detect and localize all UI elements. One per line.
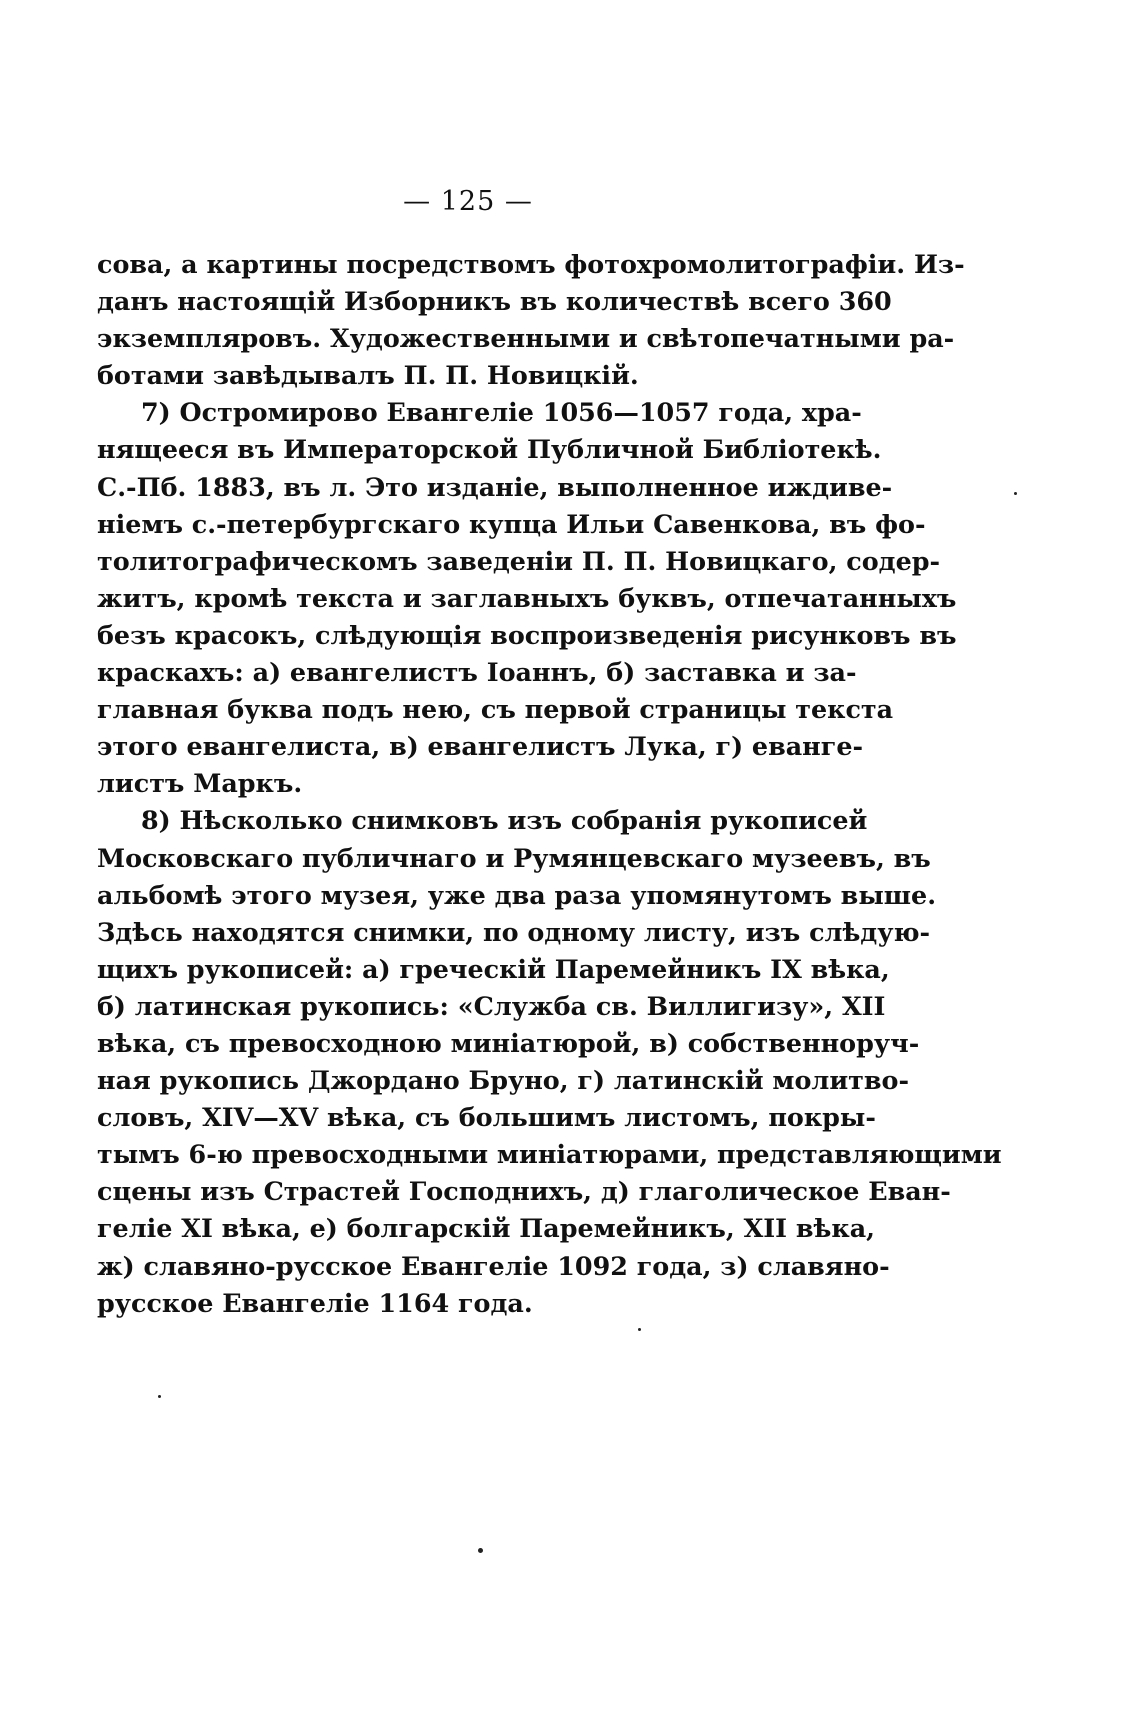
text-line: житъ, кромѣ текста и заглавныхъ буквъ, отпечатанныхъ xyxy=(97,582,957,613)
text-line: С.-Пб. 1883, въ л. Это изданіе, выполненное иждиве- xyxy=(97,471,893,502)
text-line: сцены изъ Страстей Господнихъ, д) глаголическое Еван- xyxy=(97,1176,951,1207)
text-line: экземпляровъ. Художественными и свѣтопечатными ра- xyxy=(97,323,955,354)
scan-speck xyxy=(1014,492,1017,495)
text-line: альбомѣ этого музея, уже два раза упомянутомъ выше. xyxy=(97,879,937,910)
text-line: нящееся въ Императорской Публичной Библіотекѣ. xyxy=(97,434,882,465)
scan-speck xyxy=(158,1395,161,1398)
text-line: 7) Остромирово Евангеліе 1056—1057 года, хра- xyxy=(141,397,862,428)
text-line: толитографическомъ заведеніи П. П. Новицкаго, содер- xyxy=(97,545,941,576)
text-line: щихъ рукописей: а) греческій Паремейникъ IX вѣка, xyxy=(97,953,890,984)
scan-speck xyxy=(638,1328,641,1331)
text-line: геліе XI вѣка, е) болгарскій Паремейникъ, XII вѣка, xyxy=(97,1213,875,1244)
text-line: тымъ 6-ю превосходными миніатюрами, представляющими xyxy=(97,1139,1002,1170)
text-line: б) латинская рукопись: «Служба св. Виллигизу», XII xyxy=(97,990,886,1021)
text-line: ж) славяно-русское Евангеліе 1092 года, з) славяно- xyxy=(97,1250,890,1281)
text-line: листъ Маркъ. xyxy=(97,768,303,799)
text-line: вѣка, съ превосходною миніатюрой, в) собственноруч- xyxy=(97,1027,920,1058)
body-text xyxy=(97,246,1002,1322)
text-line: ная рукопись Джордано Бруно, г) латинскій молитво- xyxy=(97,1065,910,1096)
scan-speck xyxy=(478,1548,483,1553)
text-line: безъ красокъ, слѣдующія воспроизведенія рисунковъ въ xyxy=(97,619,957,650)
page-number: — 125 — xyxy=(403,186,533,217)
text-line: главная буква подъ нею, съ первой страницы текста xyxy=(97,694,894,725)
text-line: русское Евангеліе 1164 года. xyxy=(97,1287,533,1318)
text-line: ніемъ с.-петербургскаго купца Ильи Савенкова, въ фо- xyxy=(97,508,926,539)
text-line: ботами завѣдывалъ П. П. Новицкій. xyxy=(97,360,639,391)
text-line: словъ, XIV—XV вѣка, съ большимъ листомъ, покры- xyxy=(97,1102,876,1133)
text-line: этого евангелиста, в) евангелистъ Лука, г) еванге- xyxy=(97,731,864,762)
text-line: 8) Нѣсколько снимковъ изъ собранія рукописей xyxy=(141,805,868,836)
text-line: Московскаго публичнаго и Румянцевскаго музеевъ, въ xyxy=(97,842,931,873)
text-line: данъ настоящій Изборникъ въ количествѣ всего 360 xyxy=(97,286,892,317)
text-line: Здѣсь находятся снимки, по одному листу, изъ слѣдую- xyxy=(97,916,931,947)
text-line: сова, а картины посредствомъ фотохромолитографіи. Из- xyxy=(97,249,965,279)
text-line: краскахъ: а) евангелистъ Іоаннъ, б) заставка и за- xyxy=(97,657,857,688)
